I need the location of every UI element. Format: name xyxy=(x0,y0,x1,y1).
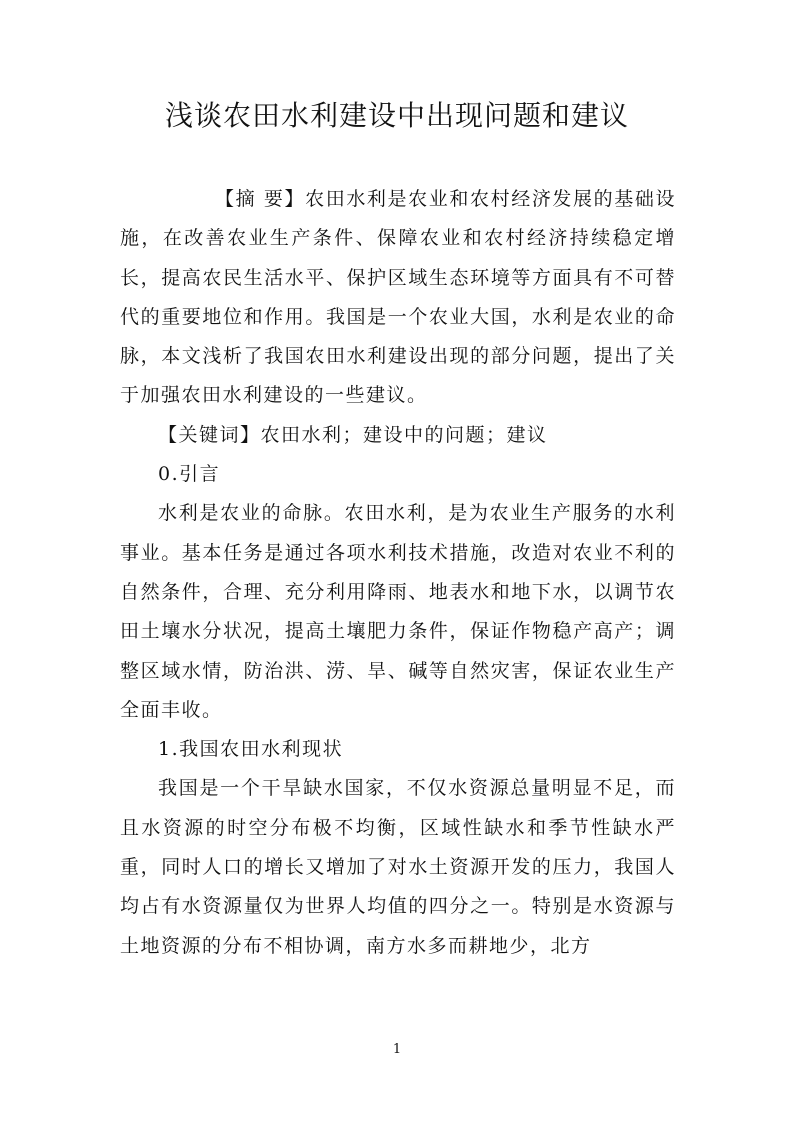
section-1-paragraph: 我国是一个干旱缺水国家，不仅水资源总量明显不足，而且水资源的时空分布极不均衡，区域性缺水和季节性缺水严重，同时人口的增长又增加了对水土资源开发的压力，我国人均占有水资源量仅为世界人均值的四分之一。特别是水资源与土地资源的分布不相协调，南方水多而耕地少，北方 xyxy=(120,777,676,957)
abstract-paragraph: 【摘 要】农田水利是农业和农村经济发展的基础设施，在改善农业生产条件、保障农业和农村经济持续稳定增长，提高农民生活水平、保护区域生态环境等方面具有不可替代的重要地位和作用。我国是一个农业大国，水利是农业的命脉，本文浅析了我国农田水利建设出现的部分问题，提出了关于加强农田水利建设的一些建议。 xyxy=(120,188,676,407)
document-title: 浅谈农田水利建设中出现问题和建议 xyxy=(164,99,629,132)
section-0-heading: 0.引言 xyxy=(158,463,221,486)
section-0-paragraph: 水利是农业的命脉。农田水利，是为农业生产服务的水利事业。基本任务是通过各项水利技术措施，改造对农业不利的自然条件，合理、充分利用降雨、地表水和地下水，以调节农田土壤水分状况，提高土壤肥力条件，保证作物稳产高产；调整区域水情，防治洪、涝、旱、碱等自然灾害，保证农业生产全面丰收。 xyxy=(120,502,676,721)
section-1-heading: 1.我国农田水利现状 xyxy=(158,738,344,761)
page-number: 1 xyxy=(392,1042,402,1057)
keywords-paragraph: 【关键词】农田水利；建设中的问题；建议 xyxy=(158,423,548,446)
document-body xyxy=(120,180,676,966)
